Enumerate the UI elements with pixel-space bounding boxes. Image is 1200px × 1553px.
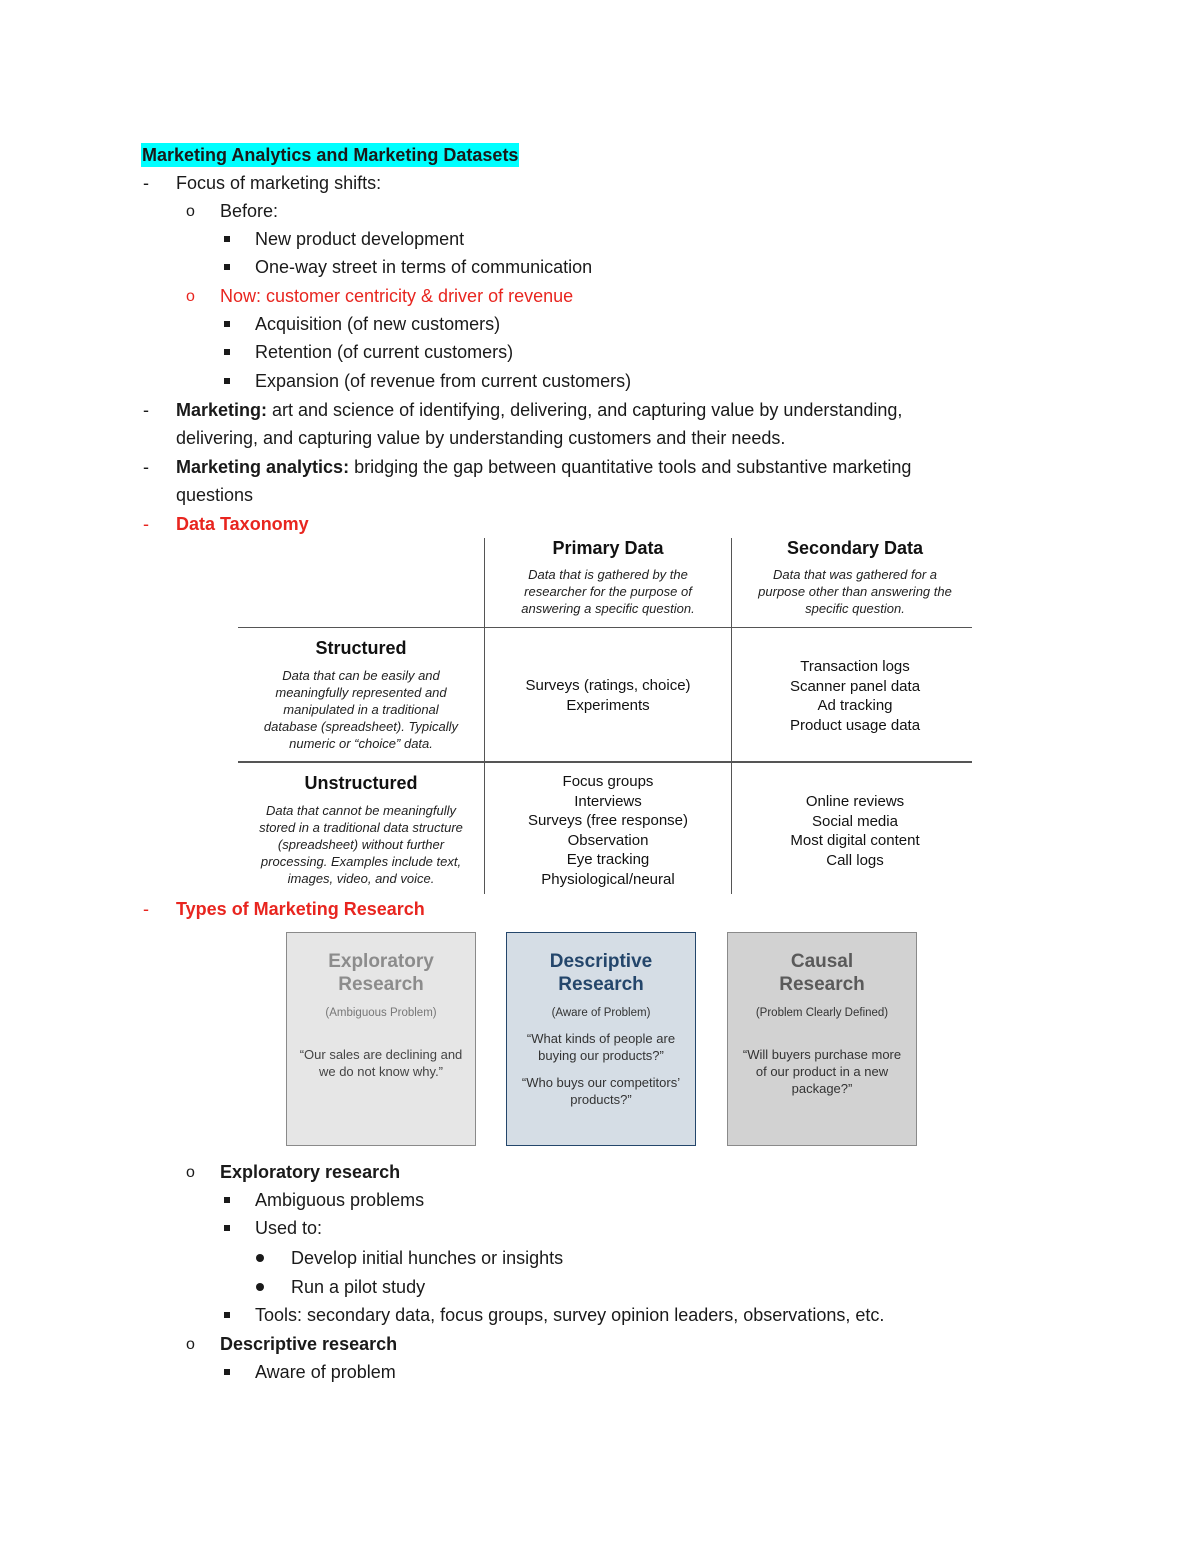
square-bullet-icon [224, 1369, 230, 1375]
use-item-2: Run a pilot study [291, 1277, 426, 1297]
exploratory-research-item: Exploratory research [220, 1162, 401, 1182]
secondary-data-header: Secondary Data [786, 538, 924, 558]
used-to-item: Used to: [255, 1218, 323, 1238]
focus-shift-item: Focus of marketing shifts: [176, 173, 382, 193]
box-quote: “Who buys our competitors’ products?” [521, 1075, 681, 1107]
primary-data-header: Primary Data [552, 538, 664, 558]
box-title: Descriptive Research [549, 951, 653, 995]
data-taxonomy-figure [236, 536, 972, 896]
analytics-definition-cont: questions [176, 485, 254, 505]
circle-bullet-icon: o [186, 203, 195, 220]
descriptive-research-box [506, 932, 696, 1146]
exploratory-research-box [286, 932, 476, 1146]
research-types-heading: Types of Marketing Research [176, 899, 425, 919]
secondary-data-description: Data that was gathered for a purpose other than answering the specific question. [758, 567, 952, 616]
box-quote: “Our sales are declining and we do not know why.” [299, 1047, 463, 1079]
aware-of-problem-item: Aware of problem [255, 1362, 396, 1382]
square-bullet-icon [224, 264, 230, 270]
square-bullet-icon [224, 1225, 230, 1231]
box-problem: (Aware of Problem) [551, 1007, 651, 1019]
before-item: Before: [220, 201, 279, 221]
square-bullet-icon [224, 321, 230, 327]
dash-bullet: - [143, 173, 149, 193]
unstructured-primary-cell: Focus groups Interviews Surveys (free response) Observation Eye tracking Physiological/neural [527, 773, 689, 888]
dash-bullet: - [143, 457, 149, 477]
analytics-definition: Marketing analytics: bridging the gap between quantitative tools and substantive marketing [176, 457, 912, 477]
structured-secondary-cell: Transaction logs Scanner panel data Ad tracking Product usage data [789, 658, 921, 734]
now-item-2: Retention (of current customers) [255, 342, 514, 362]
now-item-1: Acquisition (of new customers) [255, 314, 501, 334]
ambiguous-problems-item: Ambiguous problems [255, 1190, 425, 1210]
marketing-definition: Marketing: art and science of identifying, delivering, and capturing value by understanding, [176, 400, 903, 420]
structured-header: Structured [315, 638, 407, 658]
tools-item: Tools: secondary data, focus groups, survey opinion leaders, observations, etc. [255, 1305, 885, 1325]
circle-bullet-icon: o [186, 1164, 195, 1181]
structured-description: Data that can be easily and meaningfully represented and manipulated in a traditional database (spreadsheet). Typically numeric or “choice” data. [263, 668, 459, 751]
before-item-2: One-way street in terms of communication [255, 257, 593, 277]
now-item-3: Expansion (of revenue from current customers) [255, 371, 632, 391]
divider [484, 538, 485, 894]
divider [238, 627, 972, 628]
unstructured-description: Data that cannot be meaningfully stored in a traditional data structure (spreadsheet) without further processing. Examples include text, images, video, and voice. [259, 803, 463, 886]
box-quote: “What kinds of people are buying our products?” [526, 1031, 676, 1063]
square-bullet-icon [224, 378, 230, 384]
now-item: Now: customer centricity & driver of revenue [220, 286, 574, 306]
square-bullet-icon [224, 1312, 230, 1318]
dash-bullet: - [143, 899, 149, 919]
marketing-definition-cont: delivering, and capturing value by understanding customers and their needs. [176, 428, 786, 448]
unstructured-header: Unstructured [304, 773, 418, 793]
before-item-1: New product development [255, 229, 465, 249]
divider [731, 538, 732, 894]
box-problem: (Problem Clearly Defined) [755, 1007, 889, 1019]
box-problem: (Ambiguous Problem) [325, 1007, 437, 1019]
square-bullet-icon [224, 349, 230, 355]
dash-bullet: - [143, 400, 149, 420]
data-taxonomy-heading: Data Taxonomy [176, 514, 309, 534]
circle-bullet-icon: o [186, 288, 195, 305]
causal-research-box [727, 932, 917, 1146]
unstructured-secondary-cell: Online reviews Social media Most digital content Call logs [790, 793, 920, 869]
dash-bullet: - [143, 514, 149, 534]
circle-bullet-icon: o [186, 1336, 195, 1353]
use-item-1: Develop initial hunches or insights [291, 1248, 564, 1268]
box-title: Causal Research [779, 951, 865, 995]
box-quote: “Will buyers purchase more of our product in a new package?” [742, 1047, 902, 1096]
square-bullet-icon [224, 236, 230, 242]
square-bullet-icon [224, 1197, 230, 1203]
round-bullet-icon [256, 1283, 264, 1291]
page-title: Marketing Analytics and Marketing Datasets [142, 145, 519, 165]
structured-primary-cell: Surveys (ratings, choice) Experiments [525, 677, 691, 714]
primary-data-description: Data that is gathered by the researcher for the purpose of answering a specific question. [521, 567, 695, 616]
round-bullet-icon [256, 1254, 264, 1262]
divider [238, 761, 972, 763]
descriptive-research-item: Descriptive research [220, 1334, 398, 1354]
box-title: Exploratory Research [328, 951, 434, 995]
